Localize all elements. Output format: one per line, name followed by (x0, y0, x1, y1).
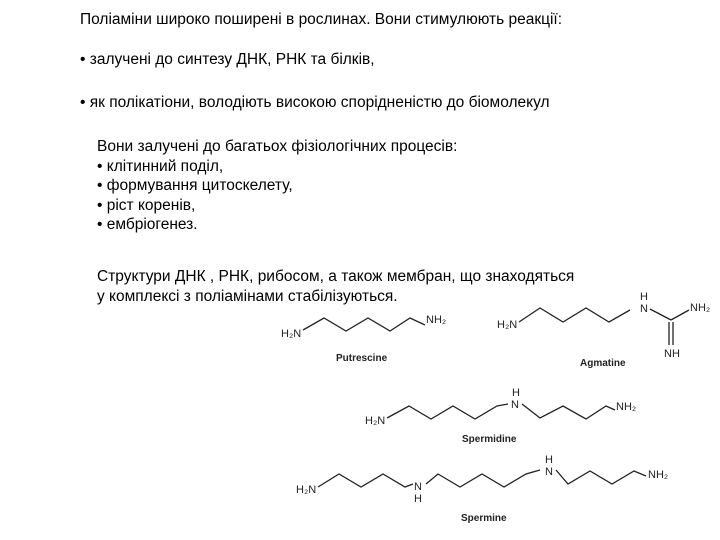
spermine-n-top: N (545, 466, 553, 478)
agmatine-imine: NH (664, 348, 680, 360)
spermine-chain-a (318, 474, 413, 487)
process-item: • клітинний поділ, (97, 157, 224, 175)
spermine-h-top: H (545, 454, 553, 466)
agmatine-left-amine: H₂N (497, 319, 518, 331)
spermidine-left-amine: H₂N (365, 415, 386, 427)
agmatine-n-c-bond (650, 309, 671, 320)
spermidine-label: Spermidine (462, 434, 517, 445)
putrescine-label: Putrescine (336, 353, 388, 364)
structures-line: Структури ДНК , РНК, рибосом, а також мембран, що знаходяться (97, 268, 575, 285)
spermine-right-amine: NH₂ (648, 469, 669, 481)
spermine-left-amine: H₂N (296, 484, 317, 496)
agmatine-c-nh2-bond (671, 310, 689, 320)
spermine-n-bottom: N (414, 481, 422, 493)
processes-heading: Вони залучені до багатьох фізіологічних процесів: (97, 138, 458, 155)
bullet-polycations: • як полікатіони, володіють високою спорідненістю до біомолекул (80, 94, 550, 111)
spermidine-chain-a (387, 404, 508, 419)
process-item: • формування цитоскелету, (97, 177, 293, 194)
agmatine-h: H (640, 291, 648, 303)
spermine-h-bottom: H (414, 493, 422, 505)
spermine-label: Spermine (461, 513, 507, 524)
putrescine-structure (281, 314, 446, 364)
spermine-structure (296, 454, 668, 524)
agmatine-label: Agmatine (580, 358, 626, 369)
spermidine-right-amine: NH₂ (616, 401, 637, 413)
agmatine-structure (497, 291, 710, 369)
spermidine-h: H (512, 387, 520, 399)
structures-line: у комплексі з поліамінами стабілізуються. (97, 287, 398, 305)
spermidine-structure (365, 387, 636, 445)
putrescine-chain (303, 318, 425, 331)
agmatine-n: N (640, 303, 648, 315)
agmatine-right-amine: NH₂ (690, 302, 711, 314)
putrescine-right-amine: NH₂ (426, 314, 447, 326)
intro-text: Поліаміни широко поширені в рослинах. Вони стимулюють реакції: (80, 11, 563, 28)
process-item: • ріст коренів, (97, 196, 196, 214)
process-item: • ембріогенез. (97, 216, 198, 233)
spermine-chain-c (556, 470, 646, 484)
bullet-synthesis: • залучені до синтезу ДНК, РНК та білків, (80, 51, 375, 68)
agmatine-chain (519, 308, 630, 322)
spermidine-chain-b (522, 404, 615, 419)
spermine-chain-b (426, 470, 540, 487)
spermidine-n: N (511, 399, 519, 411)
putrescine-left-amine: H₂N (281, 328, 302, 340)
